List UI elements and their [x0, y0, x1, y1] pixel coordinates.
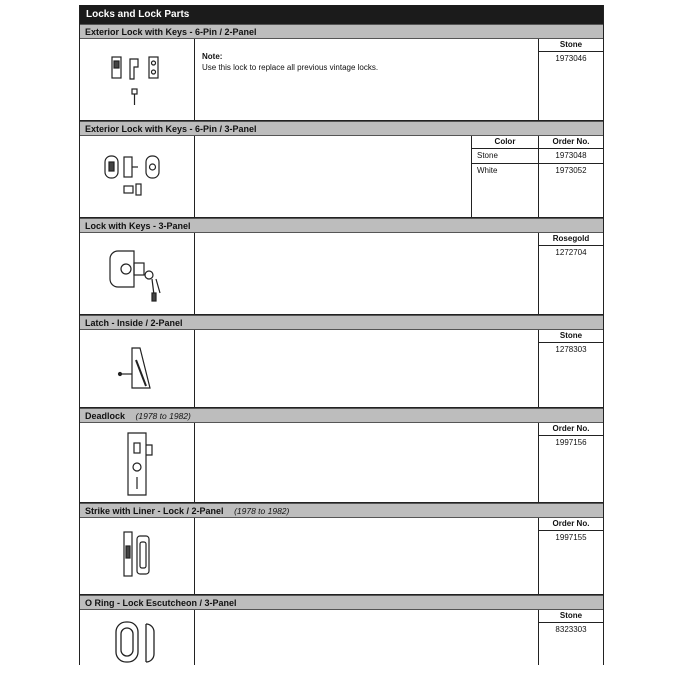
product-image-cell: [80, 330, 195, 407]
strike-with-liner-illustration: [80, 518, 195, 595]
note: [202, 51, 378, 73]
order-number: 1278303: [555, 345, 587, 354]
color-value: White: [477, 166, 498, 175]
section-body-exterior-lock-3-panel: [80, 136, 603, 218]
section-title: Exterior Lock with Keys - 6-Pin / 2-Panel: [85, 27, 257, 37]
product-image-cell: [80, 518, 195, 594]
product-image-cell: [80, 610, 195, 665]
column-header: Stone: [539, 330, 603, 343]
section-title-years: (1978 to 1982): [234, 506, 290, 516]
order-column: [538, 136, 603, 217]
color-column: [471, 136, 538, 217]
section-header-deadlock: [80, 408, 603, 423]
section-header-exterior-lock-3-panel: [80, 121, 603, 136]
section-body-lock-with-keys: [80, 233, 603, 315]
section-title: Deadlock: [85, 411, 126, 421]
lock-with-keys-illustration: [80, 233, 195, 315]
column-header: Stone: [539, 610, 603, 623]
color-header: Color: [472, 136, 538, 149]
exterior-lock-2-panel-illustration: [80, 39, 195, 121]
order-number: 8323303: [555, 625, 587, 634]
section-title-years: (1978 to 1982): [135, 411, 191, 421]
value-column: [538, 233, 603, 314]
order-number: 1973048: [539, 149, 603, 164]
section-title: Exterior Lock with Keys - 6-Pin / 3-Panel: [85, 124, 257, 134]
section-title: Lock with Keys - 3-Panel: [85, 221, 191, 231]
column-header: Order No.: [539, 518, 603, 531]
page-title: Locks and Lock Parts: [80, 5, 603, 24]
product-image-cell: [80, 136, 195, 217]
note-label: Note:: [202, 52, 223, 61]
order-number: 1997156: [555, 438, 587, 447]
section-body-exterior-lock-2-panel: [80, 39, 603, 121]
column-header: Order No.: [539, 423, 603, 436]
order-number: 1272704: [555, 248, 587, 257]
latch-inside-illustration: [80, 330, 195, 408]
color-value: Stone: [472, 149, 538, 164]
section-body-o-ring: [80, 610, 603, 665]
deadlock-illustration: [80, 423, 195, 503]
section-body-strike-with-liner: [80, 518, 603, 595]
o-ring-illustration: [80, 610, 195, 665]
section-body-deadlock: [80, 423, 603, 503]
section-header-latch-inside: [80, 315, 603, 330]
section-title: Latch - Inside / 2-Panel: [85, 318, 183, 328]
exterior-lock-3-panel-illustration: [80, 136, 195, 218]
section-title: Strike with Liner - Lock / 2-Panel: [85, 506, 224, 516]
order-number: 1997155: [555, 533, 587, 542]
value-column: [538, 330, 603, 407]
value-column: [538, 518, 603, 594]
note-text: Use this lock to replace all previous vintage locks.: [202, 63, 379, 72]
section-header-strike-with-liner: [80, 503, 603, 518]
parts-catalog: [79, 5, 604, 665]
section-header-o-ring: [80, 595, 603, 610]
order-header: Order No.: [539, 136, 603, 149]
value-column: [538, 423, 603, 502]
column-header: Stone: [539, 39, 603, 52]
section-body-latch-inside: [80, 330, 603, 408]
value-column: [538, 610, 603, 665]
column-header: Rosegold: [539, 233, 603, 246]
product-image-cell: [80, 39, 195, 120]
value-column: [538, 39, 603, 120]
product-image-cell: [80, 423, 195, 502]
section-header-exterior-lock-2-panel: [80, 24, 603, 39]
section-title: O Ring - Lock Escutcheon / 3-Panel: [85, 598, 237, 608]
order-number: 1973052: [555, 166, 587, 175]
section-header-lock-with-keys: [80, 218, 603, 233]
product-image-cell: [80, 233, 195, 314]
order-number: 1973046: [555, 54, 587, 63]
